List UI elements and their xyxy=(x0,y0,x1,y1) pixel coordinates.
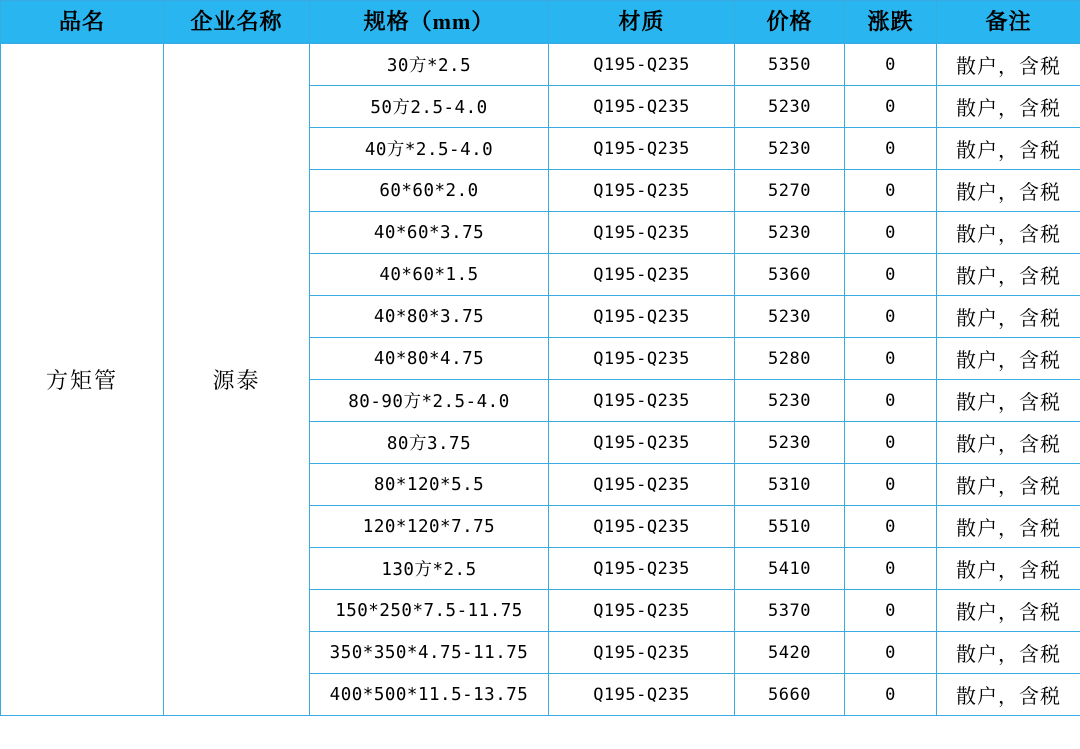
cell-price: 5370 xyxy=(735,590,845,632)
cell-change: 0 xyxy=(845,422,937,464)
cell-material: Q195-Q235 xyxy=(549,422,735,464)
cell-change: 0 xyxy=(845,44,937,86)
cell-note: 散户，含税 xyxy=(937,380,1080,422)
cell-note: 散户，含税 xyxy=(937,464,1080,506)
cell-change: 0 xyxy=(845,632,937,674)
cell-note: 散户，含税 xyxy=(937,548,1080,590)
cell-note: 散户，含税 xyxy=(937,212,1080,254)
cell-product-name: 方矩管 xyxy=(1,44,164,716)
cell-note: 散户，含税 xyxy=(937,86,1080,128)
cell-specification: 60*60*2.0 xyxy=(310,170,549,212)
column-header-company-name: 企业名称 xyxy=(164,1,310,44)
column-header-price: 价格 xyxy=(735,1,845,44)
cell-note: 散户，含税 xyxy=(937,338,1080,380)
cell-specification: 120*120*7.75 xyxy=(310,506,549,548)
cell-change: 0 xyxy=(845,170,937,212)
cell-change: 0 xyxy=(845,86,937,128)
cell-note: 散户，含税 xyxy=(937,422,1080,464)
table-row xyxy=(1,44,1080,86)
cell-material: Q195-Q235 xyxy=(549,338,735,380)
cell-material: Q195-Q235 xyxy=(549,254,735,296)
cell-material: Q195-Q235 xyxy=(549,44,735,86)
cell-price: 5230 xyxy=(735,296,845,338)
cell-change: 0 xyxy=(845,254,937,296)
cell-specification: 80方3.75 xyxy=(310,422,549,464)
cell-price: 5410 xyxy=(735,548,845,590)
cell-note: 散户，含税 xyxy=(937,254,1080,296)
cell-specification: 350*350*4.75-11.75 xyxy=(310,632,549,674)
column-header-change: 涨跌 xyxy=(845,1,937,44)
cell-material: Q195-Q235 xyxy=(549,212,735,254)
cell-material: Q195-Q235 xyxy=(549,170,735,212)
cell-change: 0 xyxy=(845,380,937,422)
header-row xyxy=(1,1,1080,44)
cell-specification: 30方*2.5 xyxy=(310,44,549,86)
cell-company-name: 源泰 xyxy=(164,44,310,716)
cell-specification: 40*80*4.75 xyxy=(310,338,549,380)
cell-change: 0 xyxy=(845,548,937,590)
cell-change: 0 xyxy=(845,338,937,380)
cell-price: 5280 xyxy=(735,338,845,380)
cell-change: 0 xyxy=(845,464,937,506)
cell-price: 5230 xyxy=(735,422,845,464)
cell-material: Q195-Q235 xyxy=(549,590,735,632)
column-header-product-name: 品名 xyxy=(1,1,164,44)
cell-change: 0 xyxy=(845,674,937,716)
cell-specification: 50方2.5-4.0 xyxy=(310,86,549,128)
column-header-material: 材质 xyxy=(549,1,735,44)
column-header-specification: 规格（mm） xyxy=(310,1,549,44)
cell-change: 0 xyxy=(845,296,937,338)
cell-price: 5230 xyxy=(735,212,845,254)
cell-note: 散户，含税 xyxy=(937,506,1080,548)
cell-note: 散户，含税 xyxy=(937,296,1080,338)
cell-specification: 40方*2.5-4.0 xyxy=(310,128,549,170)
cell-specification: 80-90方*2.5-4.0 xyxy=(310,380,549,422)
cell-change: 0 xyxy=(845,506,937,548)
cell-material: Q195-Q235 xyxy=(549,674,735,716)
cell-price: 5660 xyxy=(735,674,845,716)
cell-specification: 40*60*3.75 xyxy=(310,212,549,254)
cell-specification: 150*250*7.5-11.75 xyxy=(310,590,549,632)
cell-note: 散户，含税 xyxy=(937,632,1080,674)
cell-material: Q195-Q235 xyxy=(549,548,735,590)
cell-specification: 40*80*3.75 xyxy=(310,296,549,338)
cell-material: Q195-Q235 xyxy=(549,506,735,548)
cell-specification: 400*500*11.5-13.75 xyxy=(310,674,549,716)
cell-change: 0 xyxy=(845,212,937,254)
table-body xyxy=(1,44,1080,716)
cell-material: Q195-Q235 xyxy=(549,86,735,128)
cell-price: 5230 xyxy=(735,380,845,422)
cell-price: 5350 xyxy=(735,44,845,86)
cell-material: Q195-Q235 xyxy=(549,464,735,506)
cell-note: 散户，含税 xyxy=(937,590,1080,632)
cell-note: 散户，含税 xyxy=(937,44,1080,86)
cell-change: 0 xyxy=(845,128,937,170)
cell-price: 5310 xyxy=(735,464,845,506)
cell-change: 0 xyxy=(845,590,937,632)
column-header-note: 备注 xyxy=(937,1,1080,44)
cell-note: 散户，含税 xyxy=(937,674,1080,716)
cell-material: Q195-Q235 xyxy=(549,380,735,422)
cell-material: Q195-Q235 xyxy=(549,296,735,338)
cell-price: 5360 xyxy=(735,254,845,296)
cell-specification: 80*120*5.5 xyxy=(310,464,549,506)
cell-specification: 130方*2.5 xyxy=(310,548,549,590)
cell-price: 5230 xyxy=(735,128,845,170)
cell-price: 5230 xyxy=(735,86,845,128)
cell-material: Q195-Q235 xyxy=(549,632,735,674)
cell-price: 5420 xyxy=(735,632,845,674)
cell-note: 散户，含税 xyxy=(937,170,1080,212)
table-header xyxy=(1,1,1080,44)
cell-specification: 40*60*1.5 xyxy=(310,254,549,296)
cell-material: Q195-Q235 xyxy=(549,128,735,170)
cell-price: 5270 xyxy=(735,170,845,212)
cell-price: 5510 xyxy=(735,506,845,548)
cell-note: 散户，含税 xyxy=(937,128,1080,170)
